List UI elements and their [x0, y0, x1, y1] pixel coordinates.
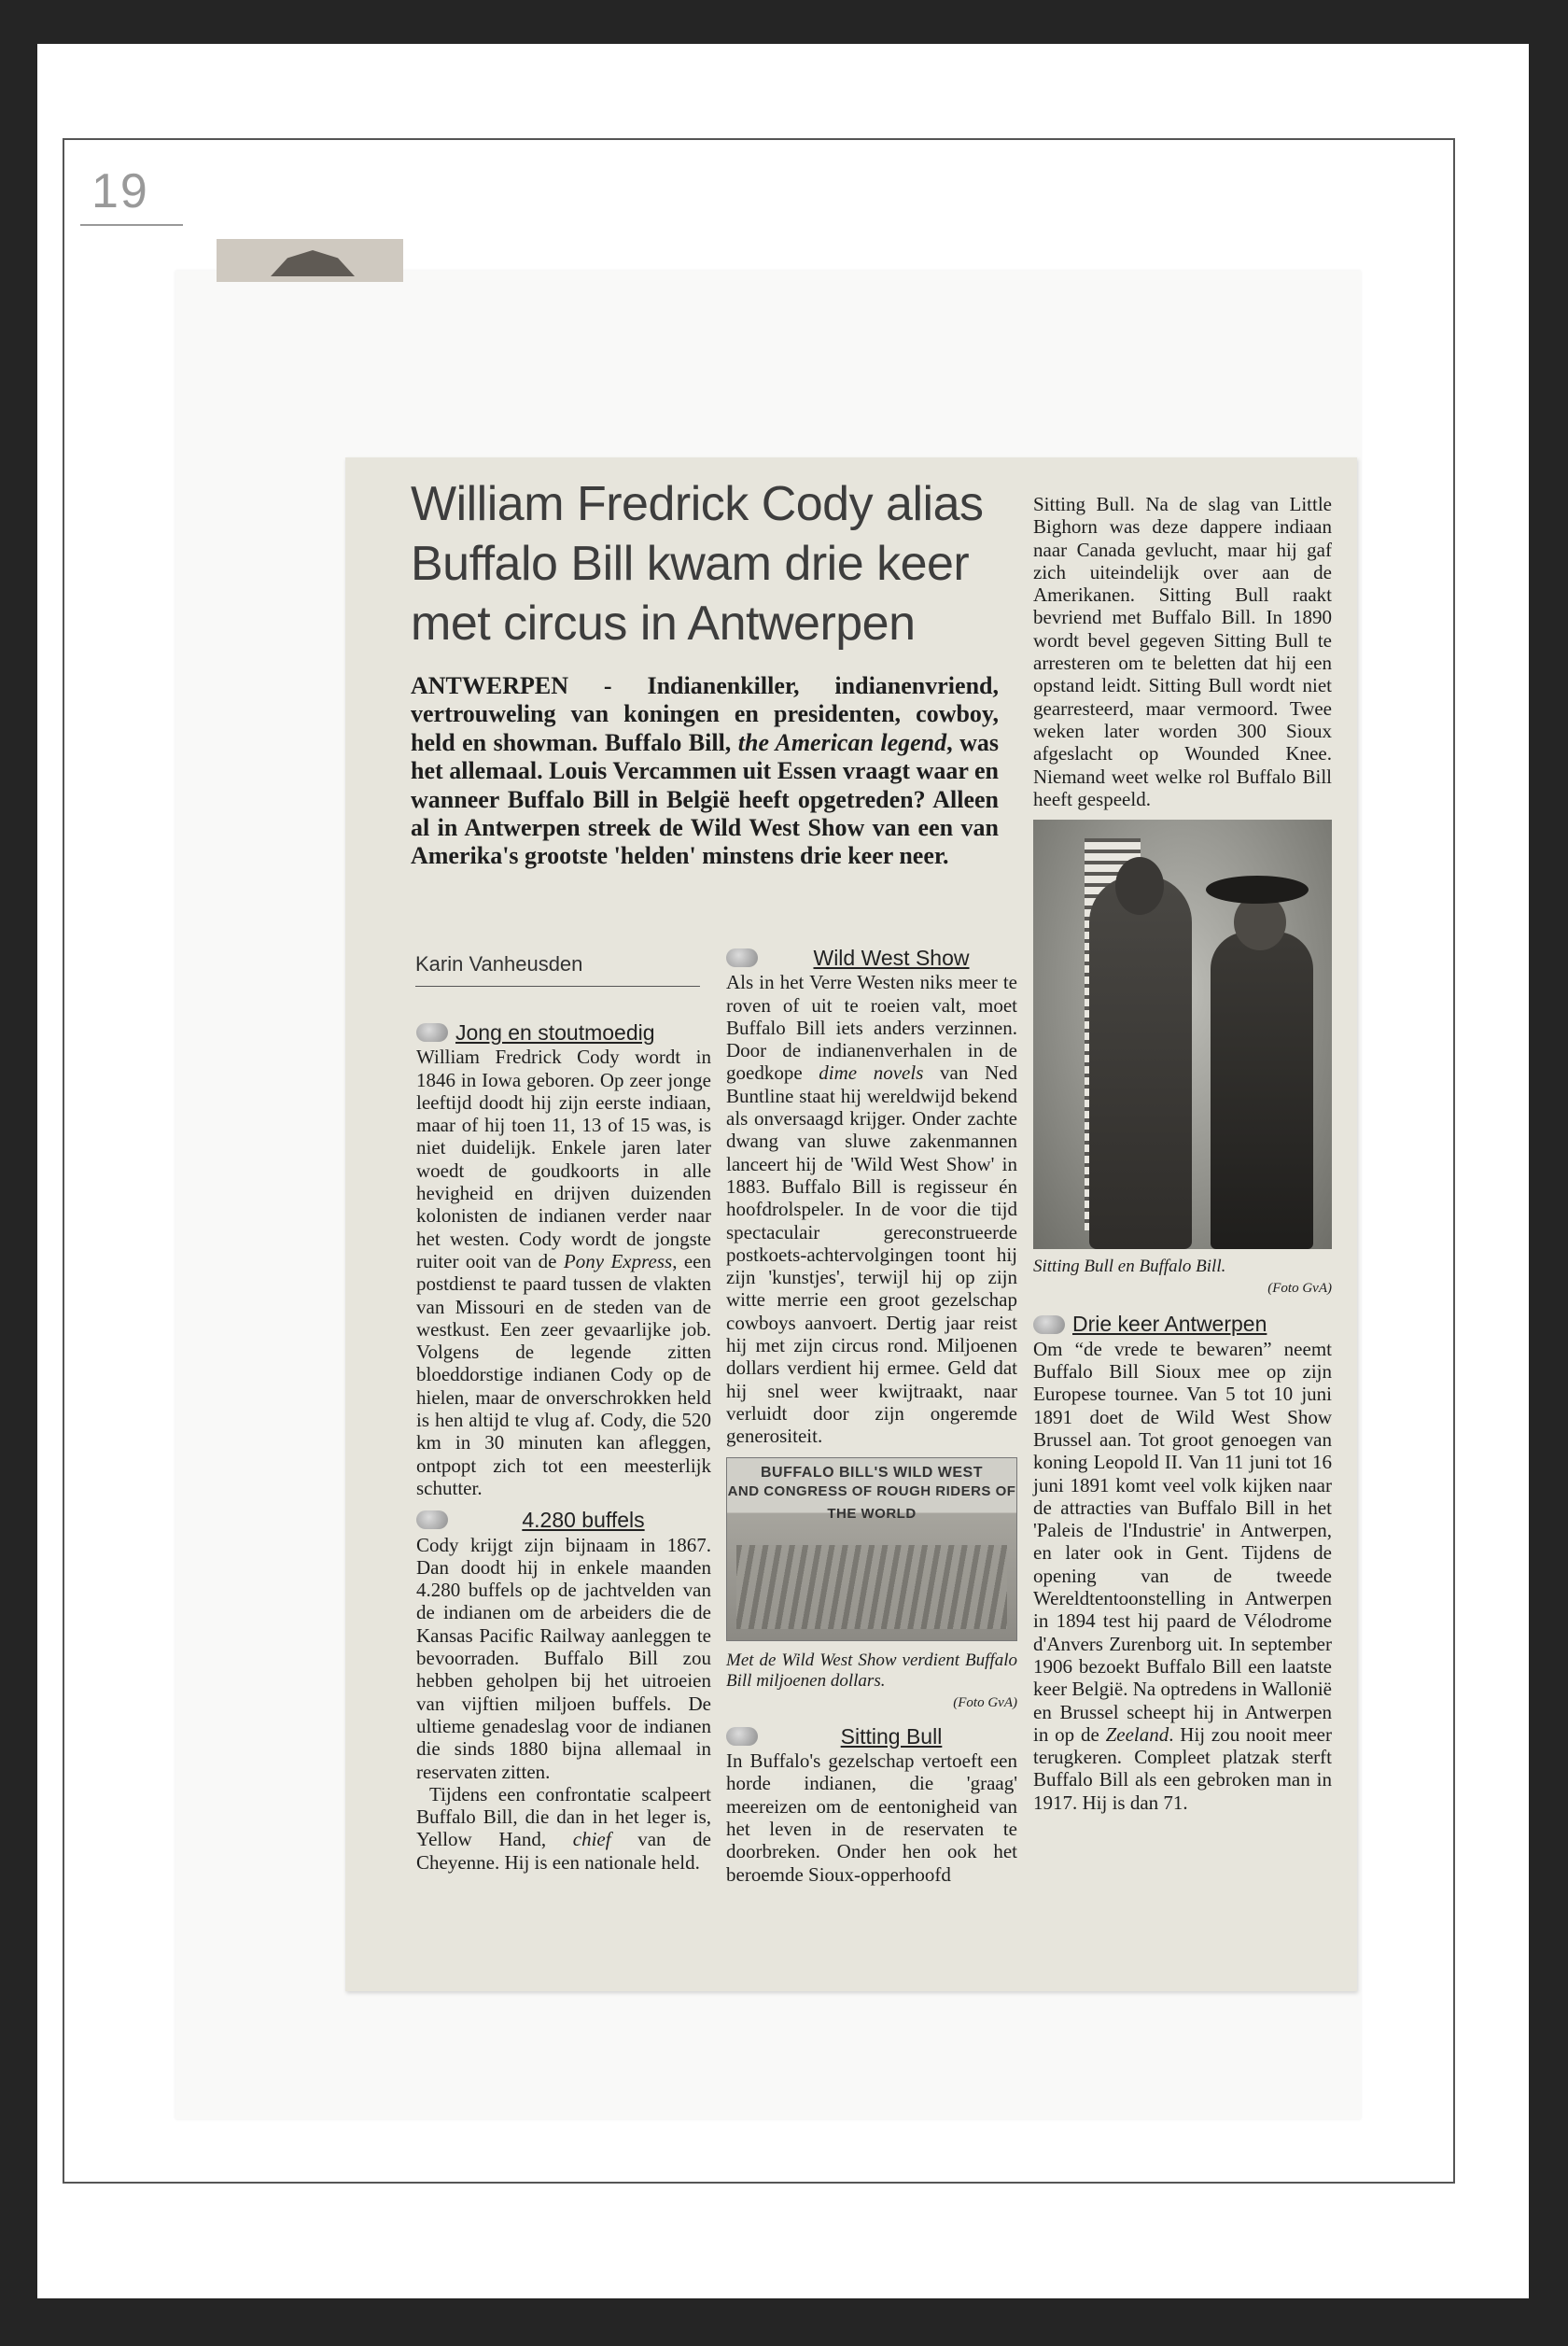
body-text: William Fredrick Cody wordt in 1846 in Iowa geboren. Op zeer jonge leeftijd doodt hij zijn eerste indiaan, maar of hij toen 11, 13 of 15 was, is niet duidelijk. Enkele jaren later woedt de goudkoorts in alle hevigheid en drijven duizenden kolonisten de indianen verder naar het westen. Cody wordt de jongste ruiter ooit van de	[416, 1046, 711, 1272]
photo-credit: (Foto GvA)	[1267, 1281, 1332, 1297]
hat-shape	[1206, 876, 1309, 904]
figure-buffalo-bill	[1211, 932, 1313, 1249]
section-body	[416, 1046, 711, 1499]
bullet-icon	[726, 948, 758, 967]
body-text: Als in het Verre Westen niks meer te roven of uit te roeien valt, moet Buffalo Bill iets anders verzinnen. Door de indianenverhalen in de goedkope	[726, 971, 1017, 1085]
section-title: 4.280 buffels	[522, 1508, 645, 1533]
section-title: Wild West Show	[813, 946, 970, 970]
body-emphasis: Zeeland	[1105, 1722, 1169, 1746]
article-headline: William Fredrick Cody alias Buffalo Bill kwam drie keer met circus in Antwerpen	[411, 477, 984, 651]
section-body	[1033, 1338, 1332, 1814]
section-heading	[1033, 1313, 1332, 1335]
body-emphasis: Pony Express	[563, 1249, 673, 1272]
album-page-number: 19	[91, 164, 149, 218]
body-text: van Ned Buntline staat hij wereldwijd bekend als onversaagd krijger. Onder zachte dwang van sluwe zakenmannen lanceert hij de 'Wild West Show' in 1883. Buffalo Bill is regisseur én hoofdrolspeler. In de voor die tijd spectaculair gereconstrueerde postkoets-achtervolgingen toont hij zijn 'kunstjes', terwijl hij op zijn witte merrie een groot gezelschap cowboys aanvoert. Dertig jaar reist hij met zijn circus rond. Miljoenen dollars verdient hij ermee. Geld dat hij snel weer kwijtraakt, naar verluidt door zijn ongeremde generositeit.	[726, 1061, 1017, 1448]
section-title: Sitting Bull	[840, 1723, 943, 1749]
page-number-underline	[80, 224, 183, 226]
section-heading	[416, 1509, 711, 1531]
poster-title: BUFFALO BILL'S WILD WEST	[761, 1464, 983, 1481]
body-text: Om “de vrede te bewaren” neemt Buffalo Bill Sioux mee op zijn Europese tournee. Van 5 tot 10 juni 1891 doet de Wild West Show Brussel aan. Tot groot genoegen van koning Leopold II. Van 11 juni tot 16 juni 1891 komt veel volk kijken naar de attracties van Buffalo Bill in het 'Paleis de l'Industrie' in Antwerpen, en later ook in Gent. Tijdens de opening van de tweede Wereldtentoonstelling in Antwerpen in 1894 test hij paard de Vélodrome d'Anvers Zurenborg uit. In september 1906 bezoekt Buffalo Bill een laatste keer België. Na optredens in Wallonië en Brussel scheept hij in Antwerpen in op de	[1033, 1337, 1332, 1746]
column-2	[726, 943, 1017, 1886]
section-heading	[416, 1021, 711, 1044]
article-lede	[411, 672, 999, 871]
poster-credit: (Foto GvA)	[953, 1694, 1017, 1710]
wild-west-poster	[726, 1457, 1017, 1641]
body-text: . Hij zou nooit meer terugkeren. Compleet platzak sterft Buffalo Bill als een gebroken man in 1917. Hij is dan 71.	[1033, 1722, 1333, 1814]
byline-divider	[415, 986, 700, 987]
section-body	[416, 1783, 711, 1874]
head-sitting-bull	[1115, 857, 1164, 915]
poster-subtitle: AND CONGRESS OF ROUGH RIDERS OF THE WORLD	[727, 1482, 1016, 1522]
lede-text: , was het allemaal. Louis Vercammen uit Essen vraagt waar en wanneer Buffalo Bill in België heeft opgetreden? Alleen al in Antwerpen streek de Wild West Show van een van Amerika's grootste 'helden' minstens drie keer neer.	[411, 728, 999, 870]
section-title: Drie keer Antwerpen	[1072, 1312, 1267, 1337]
sitting-bull-buffalo-bill-photo	[1033, 820, 1332, 1249]
body-text: , een postdienst te paard tussen de vlakten van Missouri en de steden van de westkust. Een zeer gevaarlijke job. Volgens de legende zitten bloeddorstige indianen Cody op de hielen, maar de onverschrokken held is hen altijd te vlug af. Cody, die 520 km in 30 minuten kan afleggen, ontpopt zich tot een meesterlijk schutter.	[416, 1249, 711, 1499]
section-body	[726, 971, 1017, 1447]
bullet-icon	[1033, 1315, 1065, 1334]
poster-caption: Met de Wild West Show verdient Buffalo Bill miljoenen dollars.	[726, 1650, 1017, 1691]
byline: Karin Vanheusden	[415, 952, 583, 976]
section-body: Sitting Bull. Na de slag van Little Bighorn was deze dappere indiaan naar Canada gevlucht, maar hij gaf zich uiteindelijk over aan de Amerikanen. Sitting Bull raakt bevriend met Buffalo Bill. In 1890 wordt bevel gegeven Sitting Bull te arresteren om te beletten dat hij een opstand leidt. Sitting Bull wordt niet gearresteerd, maar vermoord. Twee weken later worden 300 Sioux afgeslacht op Wounded Knee. Niemand weet welke rol Buffalo Bill heeft gespeeld.	[1033, 493, 1332, 810]
body-text: van de Cheyenne. Hij is een nationale held.	[416, 1828, 711, 1874]
newspaper-clipping	[345, 457, 1357, 1991]
lede-emphasis: the American legend	[737, 728, 947, 756]
photo-caption: Sitting Bull en Buffalo Bill.	[1033, 1257, 1226, 1277]
section-heading	[726, 1725, 1017, 1748]
lede-text: ANTWERPEN - Indianenkiller, indianenvriend, vertrouweling van koningen en presidenten, cowboy, held en showman. Buffalo Bill,	[411, 672, 999, 756]
bullet-icon	[416, 1023, 448, 1042]
column-1	[416, 1018, 711, 1874]
body-emphasis: chief	[572, 1828, 611, 1851]
body-text: Tijdens een confrontatie scalpeert Buffalo Bill, die dan in het leger is, Yellow Hand,	[416, 1782, 711, 1851]
poster-riders-illustration	[736, 1545, 1007, 1629]
body-emphasis: dime novels	[819, 1061, 924, 1085]
bullet-icon	[726, 1727, 758, 1746]
section-body: Cody krijgt zijn bijnaam in 1867. Dan doodt hij in enkele maanden 4.280 buffels op de jachtvelden van de indianen om de arbeiders die de Kansas Pacific Railway aanleggen te bevoorraden. Buffalo Bill zou hebben geholpen bij het uitroeien van vijftien miljoen buffels. De ultieme genadeslag voor de indianen die sinds 1880 bijna allemaal in reservaten zitten.	[416, 1533, 711, 1783]
bullet-icon	[416, 1510, 448, 1529]
column-3	[1033, 493, 1332, 1814]
section-title: Jong en stoutmoedig	[455, 1020, 655, 1045]
section-body: In Buffalo's gezelschap vertoeft een horde indianen, die 'graag' meereizen om de eentonigheid van het leven in de reservaten te doorbreken. Onder hen ook het beroemde Sioux-opperhoofd	[726, 1749, 1017, 1886]
section-heading	[726, 947, 1017, 969]
figure-sitting-bull	[1089, 876, 1192, 1249]
